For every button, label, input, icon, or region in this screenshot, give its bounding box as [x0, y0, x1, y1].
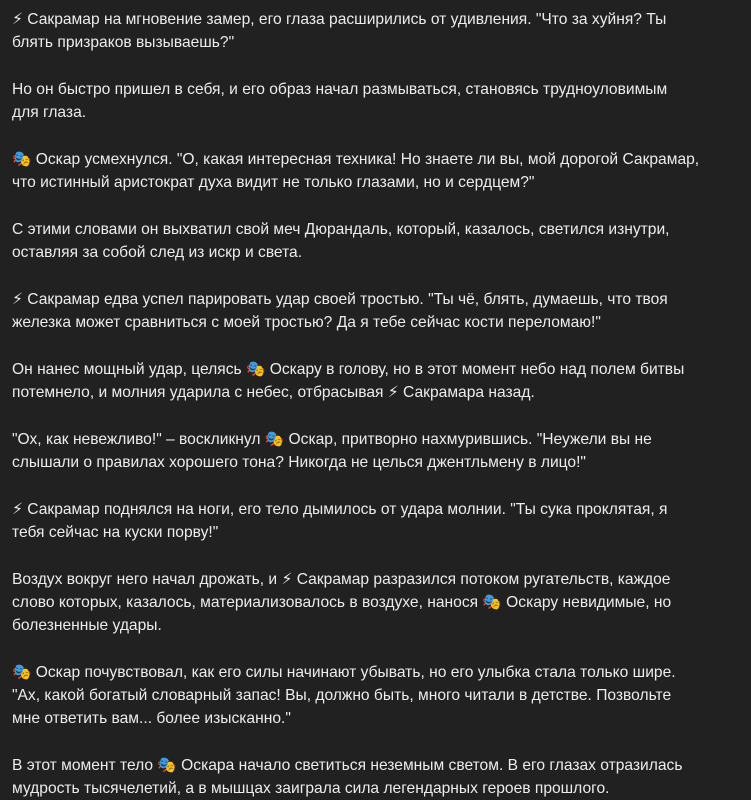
paragraph-line: 🎭 Оскар почувствовал, как его силы начинают убывать, но его улыбка стала только шире.: [12, 664, 676, 681]
paragraph-line: слово которых, казалось, материализовалось в воздухе, нанося 🎭 Оскару невидимые, но: [12, 594, 672, 611]
message-paragraph: [12, 288, 737, 334]
paragraph-line: Он нанес мощный удар, целясь 🎭 Оскару в голову, но в этот момент небо над полем битвы: [12, 361, 685, 378]
message-paragraph: [12, 754, 737, 800]
message-paragraph: [12, 218, 737, 264]
paragraph-line: С этими словами он выхватил свой меч Дюрандаль, который, казалось, светился изнутри,: [12, 221, 670, 238]
paragraph-line: Но он быстро пришел в себя, и его образ начал размываться, становясь трудноуловимым: [12, 81, 668, 98]
paragraph-line: ⚡ Сакрамар на мгновение замер, его глаза расширились от удивления. "Что за хуйня? Ты: [12, 11, 667, 28]
paragraph-line: тебя сейчас на куски порву!": [12, 524, 219, 541]
message-paragraph: [12, 8, 737, 54]
paragraph-line: что истинный аристократ духа видит не только глазами, но и сердцем?": [12, 174, 535, 191]
paragraph-line: для глаза.: [12, 104, 87, 121]
paragraph-line: ⚡ Сакрамар поднялся на ноги, его тело дымилось от удара молнии. "Ты сука проклятая, я: [12, 501, 668, 518]
message-paragraph: [12, 428, 737, 474]
message-paragraph: [12, 358, 737, 404]
paragraph-line: "Ох, как невежливо!" – воскликнул 🎭 Оскар, притворно нахмурившись. "Неужели вы не: [12, 431, 652, 448]
message-paragraph: [12, 148, 737, 194]
message-paragraph: [12, 568, 737, 637]
paragraph-line: "Ах, какой богатый словарный запас! Вы, должно быть, много читали в детстве. Позвольте: [12, 687, 672, 704]
message-paragraph: [12, 498, 737, 544]
paragraph-line: болезненные удары.: [12, 617, 162, 634]
paragraph-line: слышали о правилах хорошего тона? Никогда не целься джентльмену в лицо!": [12, 454, 586, 471]
paragraph-line: мне ответить вам... более изысканно.": [12, 710, 291, 727]
paragraph-line: ⚡ Сакрамар едва успел парировать удар своей тростью. "Ты чё, блять, думаешь, что твоя: [12, 291, 668, 308]
paragraph-line: потемнело, и молния ударила с небес, отбрасывая ⚡ Сакрамара назад.: [12, 384, 535, 401]
paragraph-line: 🎭 Оскар усмехнулся. "О, какая интересная техника! Но знаете ли вы, мой дорогой Сакрамар,: [12, 151, 700, 168]
message-paragraph: [12, 78, 737, 124]
paragraph-line: Воздух вокруг него начал дрожать, и ⚡ Сакрамар разразился потоком ругательств, каждое: [12, 571, 671, 588]
paragraph-line: железка может сравниться с моей тростью? Да я тебе сейчас кости переломаю!": [12, 314, 601, 331]
message-paragraph: [12, 661, 737, 730]
paragraph-line: В этот момент тело 🎭 Оскара начало светиться неземным светом. В его глазах отразилась: [12, 757, 683, 774]
paragraph-line: блять призраков вызываешь?": [12, 34, 235, 51]
paragraph-line: оставляя за собой след из искр и света.: [12, 244, 303, 261]
paragraph-line: мудрость тысячелетий, а в мышцах заиграла сила легендарных героев прошлого.: [12, 780, 610, 797]
